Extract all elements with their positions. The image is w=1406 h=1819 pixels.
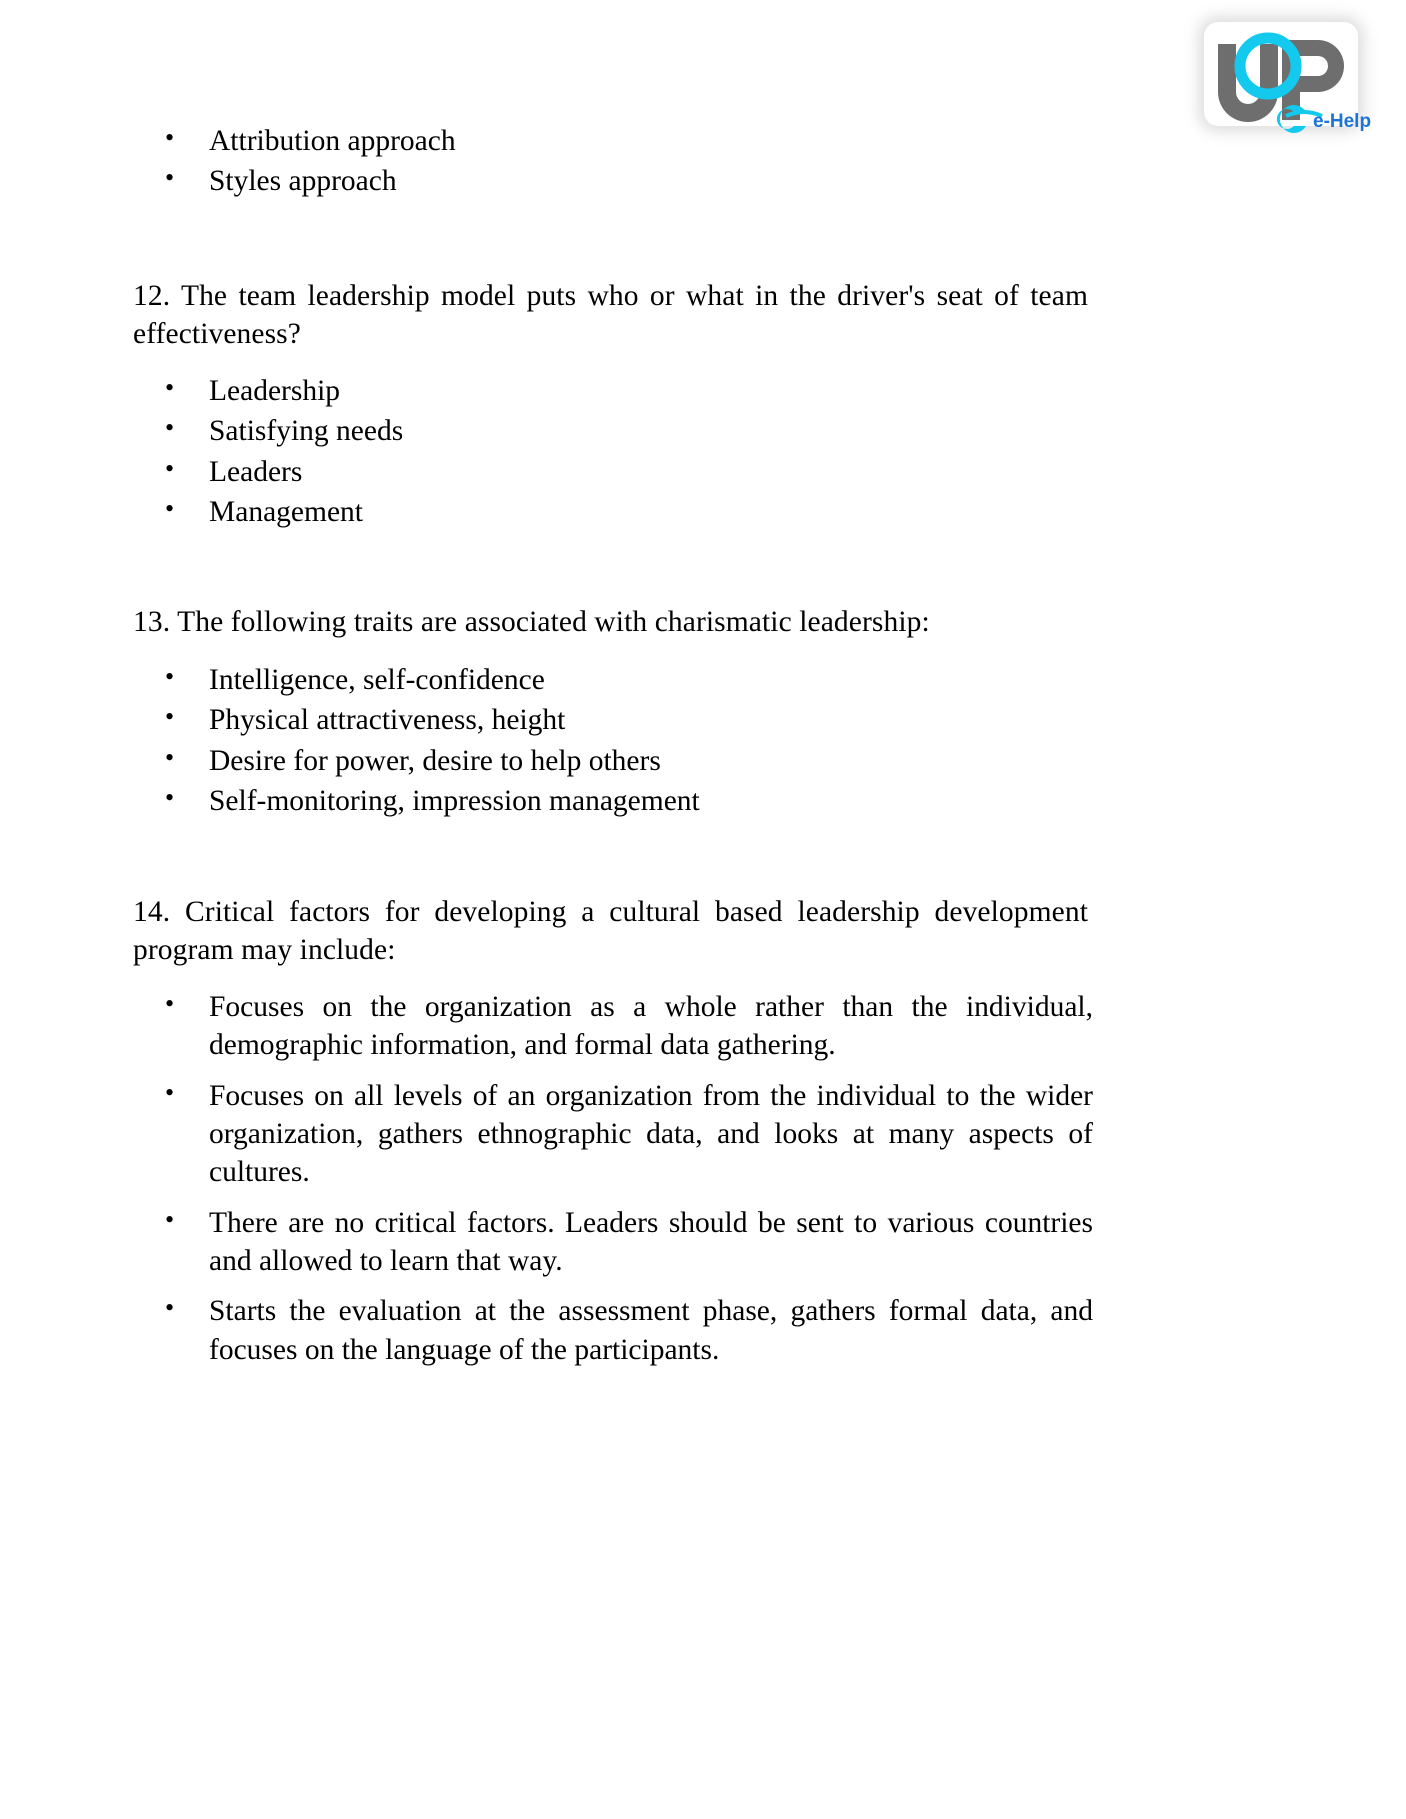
list-item[interactable]: • Leaders <box>133 453 1093 491</box>
list-item[interactable]: • Intelligence, self-confidence <box>133 661 1093 699</box>
list-item[interactable]: • Focuses on the organization as a whole rather than the individual, demographic information, and formal data gathering. <box>133 988 1093 1065</box>
list-item[interactable]: • Leadership <box>133 372 1093 410</box>
list-item[interactable]: • Satisfying needs <box>133 412 1093 450</box>
question-13-prompt: 13. The following traits are associated with charismatic leadership: <box>133 606 930 638</box>
logo-icon <box>1182 8 1382 148</box>
carryover-option-list <box>133 122 1093 203</box>
question-14-prompt: 14. Critical factors for developing a cultural based leadership development program may include: <box>133 896 1088 967</box>
list-item[interactable]: • Styles approach <box>133 162 1093 200</box>
list-item[interactable]: • There are no critical factors. Leaders should be sent to various countries and allowed to learn that way. <box>133 1204 1093 1281</box>
question-14-options <box>133 988 1093 1381</box>
list-item[interactable]: • Self-monitoring, impression management <box>133 782 1093 820</box>
list-item[interactable]: • Physical attractiveness, height <box>133 701 1093 739</box>
list-item[interactable]: • Management <box>133 493 1093 531</box>
brand-logo <box>1182 8 1382 148</box>
list-item[interactable]: • Desire for power, desire to help others <box>133 742 1093 780</box>
question-12-options <box>133 372 1093 533</box>
question-13-options <box>133 661 1093 822</box>
logo-tagline: e-Help <box>1313 111 1372 132</box>
list-item[interactable]: • Focuses on all levels of an organization from the individual to the wider organization, gathers ethnographic data, and looks at many aspects of cultures. <box>133 1077 1093 1192</box>
list-item[interactable]: • Starts the evaluation at the assessment phase, gathers formal data, and focuses on the language of the participants. <box>133 1292 1093 1369</box>
list-item[interactable]: • Attribution approach <box>133 122 1093 160</box>
question-12-prompt: 12. The team leadership model puts who or what in the driver's seat of team effectiveness? <box>133 280 1088 351</box>
